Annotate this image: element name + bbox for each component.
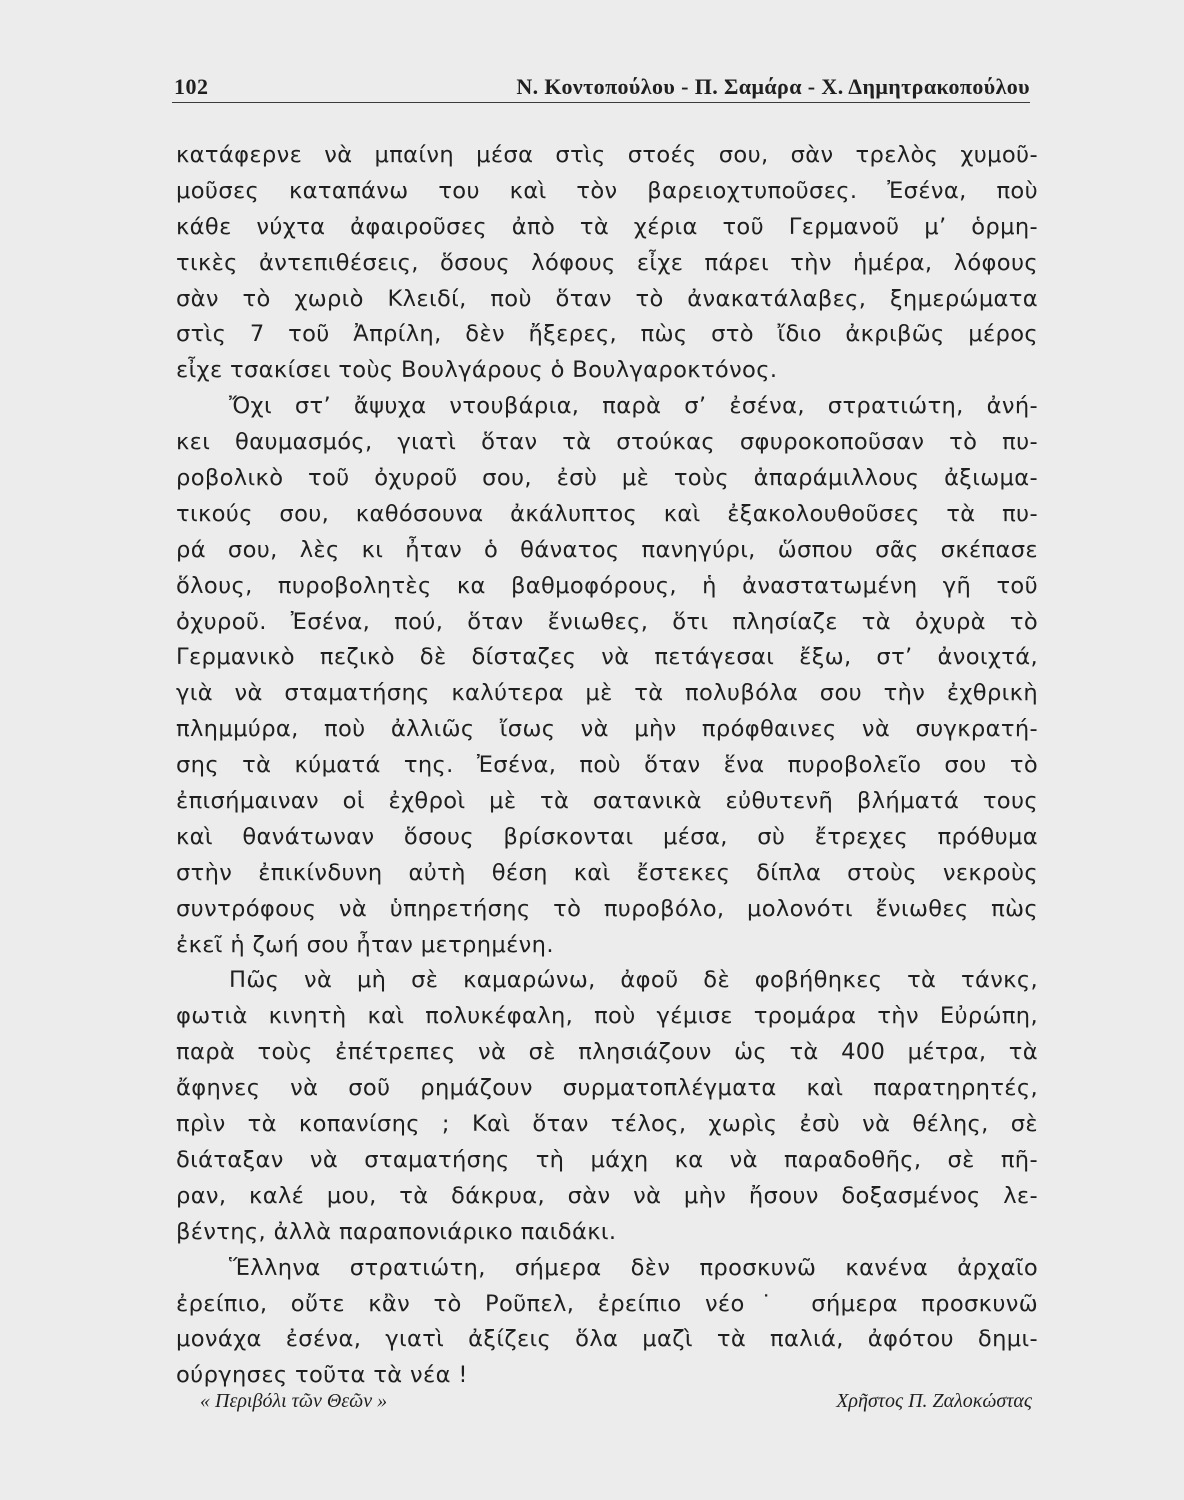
text-line: σὰν τὸ χωριὸ Κλειδί, ποὺ ὅταν τὸ ἀνακατάλαβες, ξημερώματα xyxy=(176,285,1038,312)
text-line: στὶς 7 τοῦ Ἀπρίλη, δὲν ἤξερες, πὼς στὸ ἴδιο ἀκριβῶς μέρος xyxy=(176,321,1038,348)
text-line: Γερμανικὸ πεζικὸ δὲ δίσταζες νὰ πετάγεσαι ἔξω, στ’ ἀνοιχτά, xyxy=(176,644,1038,671)
text-line: παρὰ τοὺς ἐπέτρεπες νὰ σὲ πλησιάζουν ὡς τὰ 400 μέτρα, τὰ xyxy=(176,1039,1038,1066)
text-line: ούργησες τοῦτα τὰ νέα ! xyxy=(176,1362,468,1389)
text-line: κει θαυμασμός, γιατὶ ὅταν τὰ στούκας σφυροκοποῦσαν τὸ πυ- xyxy=(176,429,1038,456)
text-line: ροβολικὸ τοῦ ὀχυροῦ σου, ἐσὺ μὲ τοὺς ἀπαράμιλλους ἀξιωμα- xyxy=(176,465,1038,492)
text-line: συντρόφους νὰ ὑπηρετήσης τὸ πυροβόλο, μολονότι ἔνιωθες πὼς xyxy=(176,895,1038,922)
text-line: εἶχε τσακίσει τοὺς Βουλγάρους ὁ Βουλγαροκτόνος. xyxy=(176,357,778,384)
text-line: φωτιὰ κινητὴ καὶ πολυκέφαλη, ποὺ γέμισε τρομάρα τὴν Εὐρώπη, xyxy=(176,1003,1038,1030)
text-line: Ἕλληνα στρατιώτη, σήμερα δὲν προσκυνῶ κανένα ἀρχαῖο xyxy=(229,1254,1038,1281)
text-line: κατάφερνε νὰ μπαίνη μέσα στὶς στοές σου, σὰν τρελὸς χυμοῦ- xyxy=(176,142,1038,168)
running-title: Ν. Κοντοπούλου - Π. Σαμάρα - Χ. Δημητρακοπούλου xyxy=(516,74,1030,99)
text-line: ἄφηνες νὰ σοῦ ρημάζουν συρματοπλέγματα καὶ παρατηρητές, xyxy=(176,1075,1038,1102)
body-text xyxy=(176,138,1038,1394)
text-line: στὴν ἐπικίνδυνη αὐτὴ θέση καὶ ἔστεκες δίπλα στοὺς νεκροὺς xyxy=(176,859,1038,886)
text-line: βέντης, ἀλλὰ παραπονιάρικο παιδάκι. xyxy=(176,1218,617,1245)
source-citation: « Περιβόλι τῶν Θεῶν » xyxy=(200,1390,388,1412)
text-line: ἐπισήμαιναν οἱ ἐχθροὶ μὲ τὰ σατανικὰ εὐθυτενῆ βλήματά τους xyxy=(176,788,1038,815)
text-line: κάθε νύχτα ἀφαιροῦσες ἀπὸ τὰ χέρια τοῦ Γερμανοῦ μ’ ὁρμη- xyxy=(176,213,1038,240)
text-line: γιὰ νὰ σταματήσης καλύτερα μὲ τὰ πολυβόλα σου τὴν ἐχθρικὴ xyxy=(176,680,1038,707)
text-line: ὅλους, πυροβολητὲς κα βαθμοφόρους, ἡ ἀναστατωμένη γῆ τοῦ xyxy=(176,572,1038,599)
text-line: μοῦσες καταπάνω του καὶ τὸν βαρειοχτυποῦσες. Ἐσένα, ποὺ xyxy=(176,177,1038,204)
text-line: διάταξαν νὰ σταματήσης τὴ μάχη κα νὰ παραδοθῆς, σὲ πῆ- xyxy=(176,1146,1038,1173)
text-line: καὶ θανάτωναν ὅσους βρίσκονται μέσα, σὺ ἔτρεχες πρόθυμα xyxy=(176,823,1038,850)
page-number: 102 xyxy=(174,74,209,99)
text-line: Πῶς νὰ μὴ σὲ καμαρώνω, ἀφοῦ δὲ φοβήθηκες τὰ τάνκς, xyxy=(229,967,1038,994)
page-footer xyxy=(200,1390,1032,1420)
author-name: Χρῆστος Π. Ζαλοκώστας xyxy=(836,1390,1032,1412)
text-line: ρά σου, λὲς κι ἦταν ὁ θάνατος πανηγύρι, ὥσπου σᾶς σκέπασε xyxy=(176,536,1038,563)
page-header xyxy=(172,72,1030,103)
text-line: τικούς σου, καθόσουνα ἀκάλυπτος καὶ ἐξακολουθοῦσες τὰ πυ- xyxy=(176,500,1038,527)
text-line: σης τὰ κύματά της. Ἐσένα, ποὺ ὅταν ἕνα πυροβολεῖο σου τὸ xyxy=(176,752,1038,779)
text-line: μονάχα ἐσένα, γιατὶ ἀξίζεις ὅλα μαζὶ τὰ παλιά, ἀφότου δημι- xyxy=(176,1326,1038,1353)
text-line: ὀχυροῦ. Ἐσένα, πού, ὅταν ἔνιωθες, ὅτι πλησίαζε τὰ ὀχυρὰ τὸ xyxy=(176,608,1038,635)
text-line: πλημμύρα, ποὺ ἀλλιῶς ἴσως νὰ μὴν πρόφθαινες νὰ συγκρατή- xyxy=(176,716,1038,743)
text-line: ἐκεῖ ἡ ζωή σου ἦταν μετρημένη. xyxy=(176,931,554,958)
text-line: Ὄχι στ’ ἄψυχα ντουβάρια, παρὰ σ’ ἐσένα, στρατιώτη, ἀνή- xyxy=(229,393,1038,420)
text-line: πρὶν τὰ κοπανίσης ; Καὶ ὅταν τέλος, χωρὶς ἐσὺ νὰ θέλης, σὲ xyxy=(176,1111,1038,1138)
text-line: ραν, καλέ μου, τὰ δάκρυα, σὰν νὰ μὴν ἤσουν δοξασμένος λε- xyxy=(176,1182,1038,1209)
text-line: τικὲς ἀντεπιθέσεις, ὅσους λόφους εἶχε πάρει τὴν ἡμέρα, λόφους xyxy=(176,249,1038,276)
text-line: ἐρείπιο, οὔτε κἂν τὸ Ροῦπελ, ἐρείπιο νέο˙ σήμερα προσκυνῶ xyxy=(176,1290,1038,1317)
